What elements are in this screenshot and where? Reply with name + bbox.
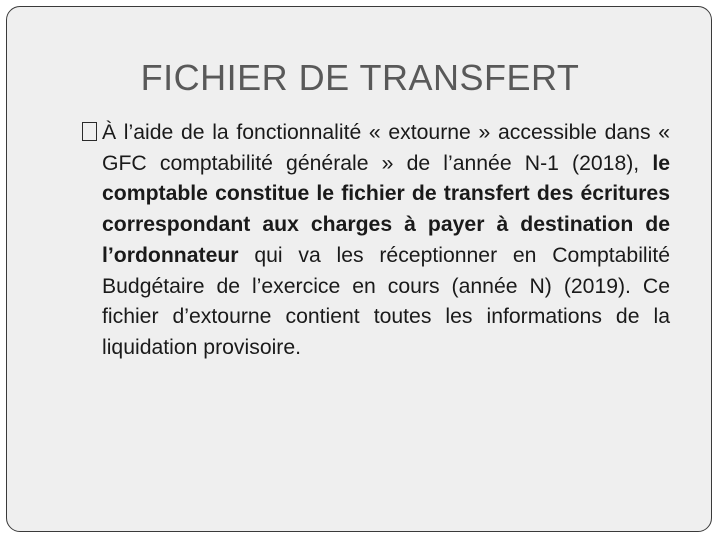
bullet-paragraph	[102, 118, 670, 364]
paragraph-text-1: À l’aide de la fonctionnalité « extourne » accessible dans « GFC comptabilité générale » de l’année N-1 (2018),	[102, 121, 670, 175]
square-bullet-icon	[82, 122, 97, 141]
paragraph-text-2: qui va les réceptionner en Comptabilité Budgétaire de l’exercice en cours (année N) (2019). Ce fichier d’extourne contient toutes les informations de la liquidation provisoire.	[102, 243, 670, 359]
slide-title: FICHIER DE TRANSFERT	[140, 57, 580, 98]
paragraph-bold-text: le comptable constitue le fichier de transfert des écritures correspondant aux charges à payer à destination de l’ordonnateur	[102, 151, 670, 267]
